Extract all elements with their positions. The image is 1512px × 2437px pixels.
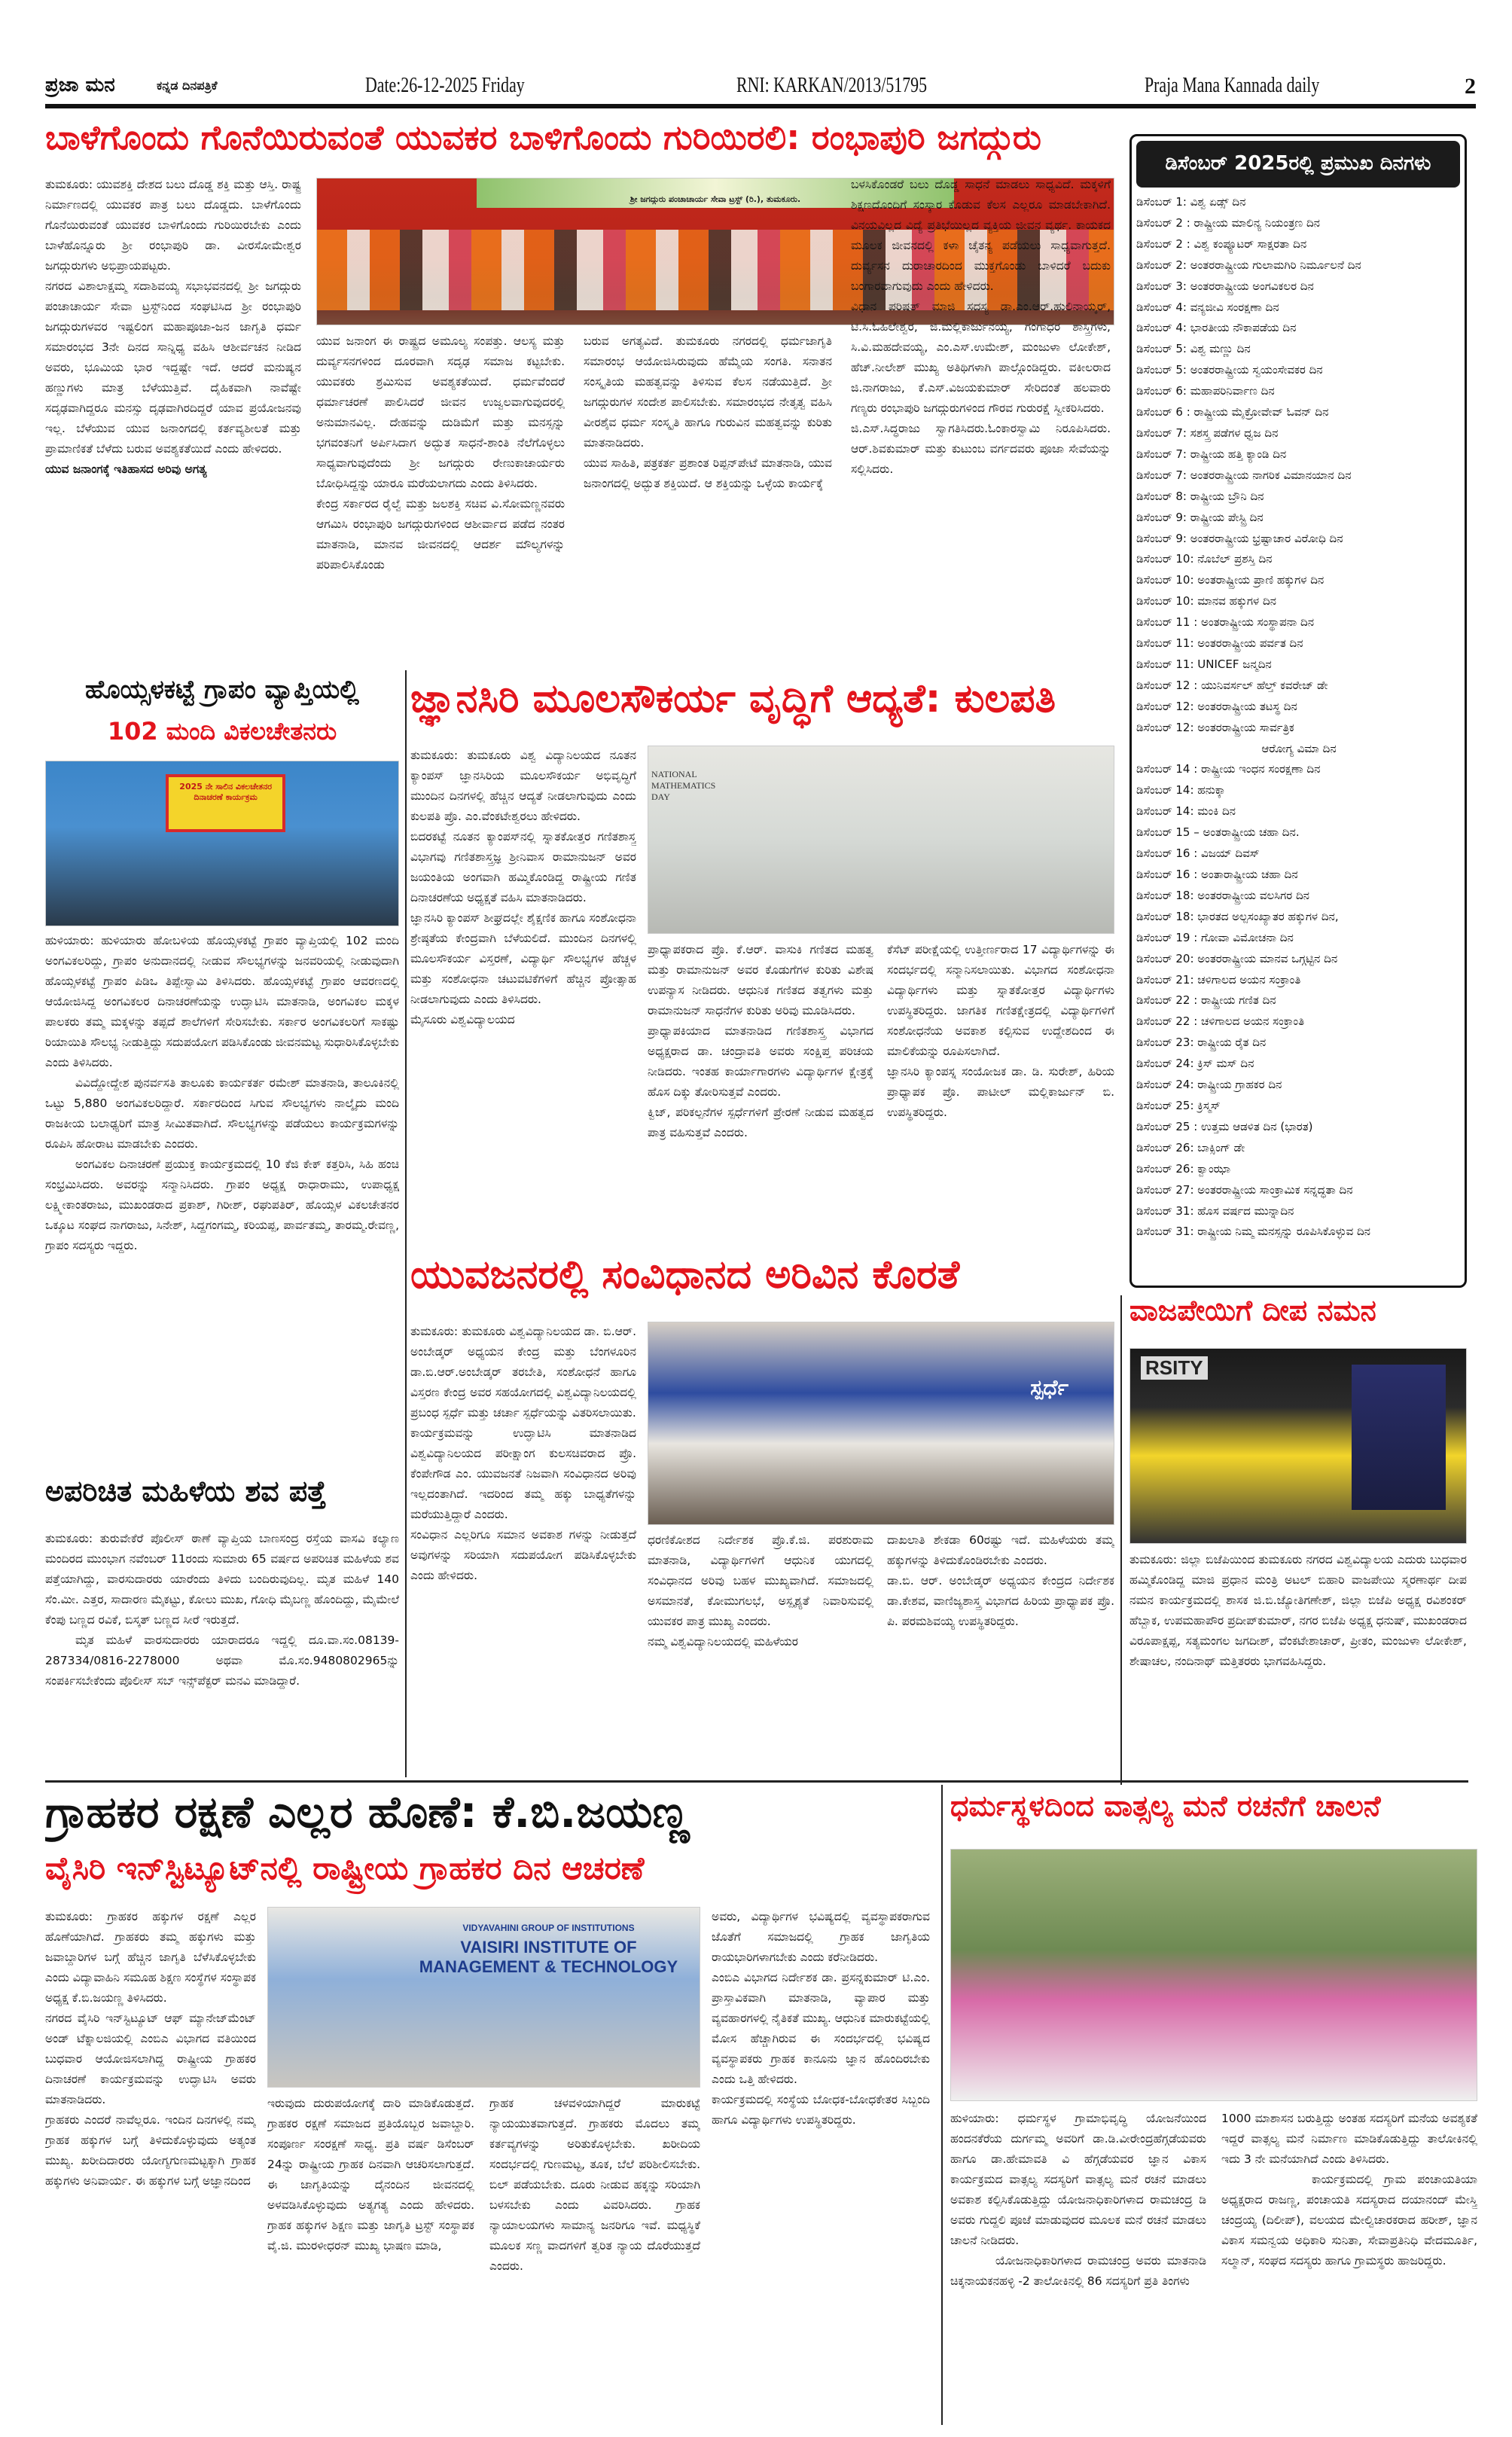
photo-banner: ಶ್ರೀ ಜಗದ್ಗುರು ಪಂಚಾಚಾರ್ಯ ಸೇವಾ ಟ್ರಸ್ಟ್ (ರಿ.), ತುಮಕೂರು. — [477, 178, 955, 208]
consumer-column-1 — [45, 1907, 256, 2426]
consumer-column-4 — [712, 1907, 930, 2426]
section-divider — [45, 1780, 1468, 1783]
december-day-item: ಡಿಸೆಂಬರ್ 22 : ಚಳಿಗಾಲದ ಅಯನ ಸಂಕ್ರಾಂತಿ — [1136, 1014, 1305, 1029]
december-day-item: ಡಿಸೆಂಬರ್ 10: ನೊಬೆಲ್ ಪ್ರಶಸ್ತಿ ದಿನ — [1136, 552, 1273, 566]
paragraph: ಗ್ರಾಹಕರು ಎಂದರೆ ನಾವೆಲ್ಲರೂ. ಇಂದಿನ ದಿನಗಳಲ್ಲಿ ನಮ್ಮ ಗ್ರಾಹಕ ಹಕ್ಕುಗಳ ಬಗ್ಗೆ ತಿಳಿದುಕೊಳ್ಳುವುದು ಅತ್ಯಂತ ಮುಖ್ಯ. ಖರೀದಿದಾರರು ಯೋಗ್ಯಗುಣಮಟ್ಟಕ್ಕಾಗಿ ಗ್ರಾಹಕ ಹಕ್ಕುಗಳು ಅನಿವಾರ್ಯ. ಈ ಹಕ್ಕುಗಳ ಬಗ್ಗೆ ಅಜ್ಞಾನದಿಂದ — [45, 2113, 256, 2188]
paragraph: ಗ್ರಾಹಕ ಚಳವಳಿಯಾಗಿದ್ದರೆ ಮಾರುಕಟ್ಟೆ ನ್ಯಾಯಯುತವಾಗುತ್ತದೆ. ಗ್ರಾಹಕರು ಮೊದಲು ತಮ್ಮ ಕರ್ತವ್ಯಗಳನ್ನು ಅರಿತುಕೊಳ್ಳಬೇಕು. ಖರೀದಿಯ ಸಂದರ್ಭದಲ್ಲಿ ಗುಣಮಟ್ಟ, ತೂಕ, ಬೆಲೆ ಪರಿಶೀಲಿಸಬೇಕು. ಬಿಲ್ ಪಡೆಯಬೇಕು. ದೂರು ನೀಡುವ ಹಕ್ಕನ್ನು ಸರಿಯಾಗಿ ಬಳಸಬೇಕು ಎಂದು ವಿವರಿಸಿದರು. ಗ್ರಾಹಕ ನ್ಯಾಯಾಲಯಗಳು ಸಾಮಾನ್ಯ ಜನರಿಗೂ ಇವೆ. ಮಧ್ಯಸ್ಥಿಕೆ ಮೂಲಕ ಸಣ್ಣ ವಾದಗಳಿಗೆ ತ್ವರಿತ ನ್ಯಾಯ ದೊರೆಯುತ್ತದೆ ಎಂದರು. — [489, 2097, 700, 2273]
top-article-column-1 — [45, 175, 301, 657]
jnanasiri-photo: NATIONAL MATHEMATICS DAY — [648, 746, 1114, 934]
december-days-title: ಡಿಸೆಂಬರ್ 2025ರಲ್ಲಿ ಪ್ರಮುಖ ದಿನಗಳು — [1136, 141, 1460, 188]
masthead — [45, 74, 1476, 108]
paragraph: ಯೋಜನಾಧಿಕಾರಿಗಳಾದ ರಾಮಚಂದ್ರ ಅವರು ಮಾತನಾಡಿ ಚಿಕ್ಕನಾಯಕನಹಳ್ಳಿ -2 ತಾಲೋಕಿನಲ್ಲಿ 86 ಸದಸ್ಯರಿಗೆ ಪ್ರತಿ ತಿಂಗಳು — [950, 2254, 1206, 2288]
paragraph: ತುಮಕೂರು: ತುಮಕೂರು ವಿಶ್ವವಿದ್ಯಾನಿಲಯದ ಡಾ. ಬಿ.ಆರ್. ಅಂಬೇಡ್ಕರ್ ಅಧ್ಯಯನ ಕೇಂದ್ರ ಮತ್ತು ಬೆಂಗಳೂರಿನ ಡಾ.ಬಿ.ಆರ್.ಅಂಬೇಡ್ಕರ್ ತರಬೇತಿ, ಸಂಶೋಧನೆ ಹಾಗೂ ವಿಸ್ತರಣ ಕೇಂದ್ರ ಅವರ ಸಹಯೋಗದಲ್ಲಿ ವಿಶ್ವವಿದ್ಯಾನಿಲಯದಲ್ಲಿ ಪ್ರಬಂಧ ಸ್ಪರ್ಧೆ ಮತ್ತು ಚರ್ಚಾ ಸ್ಪರ್ಧೆಯನ್ನು ವಿತರಿಸಲಾಯಿತು. — [410, 1325, 636, 1420]
top-article-column-4 — [851, 175, 1111, 657]
december-day-item: ಡಿಸೆಂಬರ್ 4: ಭಾರತೀಯ ನೌಕಾಪಡೆಯ ದಿನ — [1136, 321, 1297, 335]
paragraph: ಸಂವಿಧಾನ ಎಲ್ಲರಿಗೂ ಸಮಾನ ಅವಕಾಶ ಗಳನ್ನು ನೀಡುತ್ತದೆ ಅವುಗಳನ್ನು ಸರಿಯಾಗಿ ಸದುಪಯೋಗ ಪಡಿಸಿಕೊಳ್ಳಬೇಕು ಎಂದು ಹೇಳಿದರು. — [410, 1528, 636, 1582]
paragraph: ಅಂಗವಿಕಲ ದಿನಾಚರಣೆ ಪ್ರಯುಕ್ತ ಕಾರ್ಯಕ್ರಮದಲ್ಲಿ 10 ಕೆಜಿ ಕೇಕ್ ಕತ್ತರಿಸಿ, ಸಿಹಿ ಹಂಚಿ ಸಂಭ್ರಮಿಸಿದರು. ಅವರನ್ನು ಸನ್ಮಾನಿಸಿದರು. ಗ್ರಾಪಂ ಅಧ್ಯಕ್ಷ ರಾಧಾರಾಮು, ಉಪಾಧ್ಯಕ್ಷ ಲಕ್ಷ್ಮೀಕಾಂತರಾಜು, ಮುಖಂಡರಾದ ಪ್ರಕಾಶ್, ಗಿರೀಶ್, ರಘುಪತಿರ್, ಹೊಯ್ಸಳ ವಿಕಲಚೇತನರ ಒಕ್ಕೂಟ ಸಂಘದ ನಾಗರಾಜು, ಸಿನೇಶ್, ಸಿದ್ದಗಂಗಮ್ಮ, ಕರಿಯಪ್ಪ, ಪಾರ್ವತಮ್ಮ, ತಾರಮ್ಮ.ರೇವಣ್ಣ, ಗ್ರಾಪಂ ಸದಸ್ಯರು ಇದ್ದರು. — [45, 1157, 399, 1252]
december-day-item: ಡಿಸೆಂಬರ್ 19 : ಗೋವಾ ವಿಮೋಚನಾ ದಿನ — [1136, 930, 1294, 944]
december-day-item: ಡಿಸೆಂಬರ್ 21: ಚಳಿಗಾಲದ ಅಯನ ಸಂಕ್ರಾಂತಿ — [1136, 972, 1301, 987]
constitution-headline: ಯುವಜನರಲ್ಲಿ ಸಂವಿಧಾನದ ಅರಿವಿನ ಕೊರತೆ — [410, 1254, 960, 1298]
december-day-item: ಡಿಸೆಂಬರ್ 6: ಮಹಾಪರಿನಿರ್ವಾಣ ದಿನ — [1136, 384, 1275, 398]
paragraph: ಕ್ವಿಜ್, ಪರಿಕಲ್ಪನೆಗಳ ಸ್ಪರ್ಧೆಗಳಿಗೆ ಪ್ರೇರಣೆ ನೀಡುವ ಮಹತ್ವದ ಪಾತ್ರ ವಹಿಸುತ್ತವೆ ಎಂದರು. — [648, 1106, 873, 1139]
december-day-item: ಡಿಸೆಂಬರ್ 14 : ರಾಷ್ಟ್ರೀಯ ಇಂಧನ ಸಂರಕ್ಷಣಾ ದಿನ — [1136, 762, 1321, 776]
photo-institute-sign: VIDYAVAHINI GROUP OF INSTITUTIONS VAISIRI INSTITUTE OF MANAGEMENT & TECHNOLOGY — [419, 1923, 678, 1977]
top-article-column-3 — [584, 331, 832, 655]
december-day-item: ಡಿಸೆಂಬರ್ 16 : ಅಂತಾರಾಷ್ಟ್ರೀಯ ಚಹಾ ದಿನ — [1136, 868, 1298, 881]
newspaper-subtitle: ಕನ್ನಡ ದಿನಪತ್ರಿಕೆ — [157, 78, 218, 93]
december-day-item: ಡಿಸೆಂಬರ್ 14: ಹನುಕ್ಕಾ — [1136, 783, 1226, 798]
december-day-item: ಡಿಸೆಂಬರ್ 10: ಅಂತರಾಷ್ಟ್ರೀಯ ಪ್ರಾಣಿ ಹಕ್ಕುಗಳ ದಿನ — [1136, 573, 1325, 587]
paragraph: ಜ್ಞಾನಸಿರಿ ಕ್ಯಾಂಪಸ್ ಶೀಘ್ರದಲ್ಲೇ ಶೈಕ್ಷಣಿಕ ಹಾಗೂ ಸಂಶೋಧನಾ ಶ್ರೇಷ್ಠತೆಯ ಕೇಂದ್ರವಾಗಿ ಬೆಳೆಯಲಿದೆ. ಮುಂದಿನ ದಿನಗಳಲ್ಲಿ ಮೂಲಸೌಕರ್ಯ ವಿಸ್ತರಣೆ, ವಿದ್ಯಾರ್ಥಿ ಸೌಲಭ್ಯಗಳ ಹೆಚ್ಚಳ ಮತ್ತು ಸಂಶೋಧನಾ ಚಟುವಟಿಕೆಗಳಿಗೆ ಹೆಚ್ಚಿನ ಪ್ರೋತ್ಸಾಹ ನೀಡಲಾಗುವುದು ಎಂದು ತಿಳಿಸಿದರು. — [410, 911, 636, 1006]
december-day-item: ಡಿಸೆಂಬರ್ 7: ರಾಷ್ಟ್ರೀಯ ಹತ್ತಿ ಕ್ಯಾಂಡಿ ದಿನ — [1136, 447, 1287, 461]
december-day-item: ಡಿಸೆಂಬರ್ 25: ಕ್ರಿಸ್ಮಸ್ — [1136, 1098, 1221, 1112]
december-day-item: ಡಿಸೆಂಬರ್ 20: ಅಂತರರಾಷ್ಟ್ರೀಯ ಮಾನವ ಒಗ್ಗಟ್ಟಿನ ದಿನ — [1136, 951, 1338, 965]
december-day-item: ಡಿಸೆಂಬರ್ 10: ಮಾನವ ಹಕ್ಕುಗಳ ದಿನ — [1136, 594, 1276, 608]
top-article-column-2 — [316, 331, 565, 655]
december-day-item: ಡಿಸೆಂಬರ್ 8: ರಾಷ್ಟ್ರೀಯ ಬ್ರೌನಿ ದಿನ — [1136, 489, 1264, 503]
consumer-subheadline: ವೈಸಿರಿ ಇನ್‌ಸ್ಟಿಟ್ಯೂಟ್‌ನಲ್ಲಿ ರಾಷ್ಟ್ರೀಯ ಗ್ರಾಹಕರ ದಿನ ಆಚರಣೆ — [45, 1851, 645, 1886]
hoysalakatte-photo — [45, 761, 399, 926]
photo-sign: 2025 ನೇ ಸಾಲಿನ ವಿಕಲಚೇತನರ ದಿನಾಚರಣೆ ಕಾರ್ಯಕ್ರಮ — [166, 774, 285, 831]
jnanasiri-column-3 — [887, 940, 1114, 1241]
jnanasiri-column-1 — [410, 746, 636, 1239]
december-day-item: ಡಿಸೆಂಬರ್ 16 : ವಿಜಯ್ ದಿವಸ್ — [1136, 846, 1260, 861]
paragraph: ನಮ್ಮ ವಿಶ್ವವಿದ್ಯಾನಿಲಯದಲ್ಲಿ ಮಹಿಳೆಯರ — [648, 1635, 798, 1649]
consumer-column-2 — [267, 2094, 474, 2425]
december-day-item: ಡಿಸೆಂಬರ್ 11: UNICEF ಜನ್ಮದಿನ — [1136, 657, 1272, 671]
unknown-woman-body — [45, 1529, 399, 1777]
december-day-item: ಡಿಸೆಂಬರ್ 11 : ಅಂತರಾಷ್ಟ್ರೀಯ ಸಂಸ್ಥಾಪನಾ ದಿನ — [1136, 615, 1315, 630]
paragraph: ತುಮಕೂರು: ತುರುವೇಕೆರೆ ಪೊಲೀಸ್ ಠಾಣೆ ವ್ಯಾಪ್ತಿಯ ಬಾಣಸಂದ್ರ ರಸ್ತೆಯ ವಾಸವಿ ಕಲ್ಯಾಣ ಮಂದಿರದ ಮುಂಭಾಗ ನವೆಂಬರ್ 11ರಂದು ಸುಮಾರು 65 ವರ್ಷದ ಅಪರಿಚಿತ ಮಹಿಳೆಯ ಶವ ಪತ್ತೆಯಾಗಿದ್ದು, ವಾರಸುದಾರರು ಯಾರೆಂದು ತಿಳಿದು ಬಂದಿರುವುದಿಲ್ಲ. ಮೃತ ಮಹಿಳೆ 140 ಸೆಂ.ಮೀ. ಎತ್ತರ, ಸಾದಾರಣ ಮೈಕಟ್ಟು, ಕೋಲು ಮುಖ, ಗೋಧಿ ಮೈಬಣ್ಣ ಹೊಂದಿದ್ದು, ಮೈಮೇಲೆ ಕೆಂಪು ಬಣ್ಣದ ರವಿಕೆ, ಬಿಸ್ಕತ್ ಬಣ್ಣದ ಸೀರೆ ಇರುತ್ತದೆ. — [45, 1532, 399, 1627]
december-day-item: ಡಿಸೆಂಬರ್ 4: ವನ್ಯಜೀವಿ ಸಂರಕ್ಷಣಾ ದಿನ — [1136, 300, 1279, 314]
page-number: 2 — [1465, 74, 1476, 99]
column-divider — [1120, 1295, 1122, 1785]
vajpayee-body — [1129, 1550, 1467, 1776]
december-day-item: ಡಿಸೆಂಬರ್ 2 : ವಿಶ್ವ ಕಂಪ್ಯೂಟರ್ ಸಾಕ್ಷರತಾ ದಿನ — [1136, 236, 1307, 251]
december-day-item: ಡಿಸೆಂಬರ್ 31: ರಾಷ್ಟ್ರೀಯ ನಿಮ್ಮ ಮನಸ್ಸನ್ನು ರೂಪಿಸಿಕೊಳ್ಳುವ ದಿನ — [1136, 1225, 1371, 1239]
december-day-item: ಡಿಸೆಂಬರ್ 7: ಅಂತರರಾಷ್ಟ್ರೀಯ ನಾಗರಿಕ ವಿಮಾನಯಾನ ದಿನ — [1136, 468, 1352, 482]
paragraph: ಕಾರ್ಯಕ್ರಮವನ್ನು ಉದ್ಘಾಟಿಸಿ ಮಾತನಾಡಿದ ವಿಶ್ವವಿದ್ಯಾನಿಲಯದ ಪರೀಕ್ಷಾಂಗ ಕುಲಸಚಿವರಾದ ಪ್ರೊ. ಕೆಂಪೇಗೌಡ ಎಂ. ಯುವಜನತೆ ನಿಜವಾಗಿ ಸಂವಿಧಾನದ ಅರಿವು ಇಲ್ಲದಂತಾಗಿದೆ. ಇದರಿಂದ ತಮ್ಮ ಹಕ್ಕು ಬಾಧ್ಯತೆಗಳನ್ನು ಮರೆಯುತ್ತಿದ್ದಾರೆ ಎಂದರು. — [410, 1426, 636, 1521]
top-article-headline: ಬಾಳೆಗೊಂದು ಗೊನೆಯಿರುವಂತೆ ಯುವಕರ ಬಾಳಿಗೊಂದು ಗುರಿಯಿರಲಿ: ರಂಭಾಪುರಿ ಜಗದ್ಗುರು — [45, 119, 1041, 157]
december-day-item: ಡಿಸೆಂಬರ್ 7: ಸಶಸ್ತ್ರ ಪಡೆಗಳ ಧ್ವಜ ದಿನ — [1136, 425, 1279, 440]
december-day-item: ಡಿಸೆಂಬರ್ 23: ರಾಷ್ಟ್ರೀಯ ರೈತ ದಿನ — [1136, 1035, 1267, 1050]
dharmasthala-column-2 — [1221, 2109, 1477, 2425]
december-day-item: ಡಿಸೆಂಬರ್ 5: ವಿಶ್ವ ಮಣ್ಣು ದಿನ — [1136, 342, 1251, 356]
dharmasthala-headline: ಧರ್ಮಸ್ಥಳದಿಂದ ವಾತ್ಸಲ್ಯ ಮನೆ ರಚನೆಗೆ ಚಾಲನೆ — [950, 1791, 1381, 1822]
december-days-list — [1136, 192, 1462, 1281]
hoysalakatte-subheadline: 102 ಮಂದಿ ವಿಕಲಚೇತನರು — [107, 718, 337, 746]
column-divider — [941, 1785, 943, 2425]
december-day-item: ಡಿಸೆಂಬರ್ 25 : ಉತ್ತಮ ಆಡಳಿತ ದಿನ (ಭಾರತ) — [1136, 1119, 1313, 1133]
column-divider — [405, 670, 407, 1777]
constitution-column-2 — [887, 1530, 1114, 1775]
jnanasiri-column-2 — [648, 940, 873, 1241]
paragraph: ಕೆಸೆಟ್ ಪರೀಕ್ಷೆಯಲ್ಲಿ ಉತ್ತೀರ್ಣರಾದ 17 ವಿದ್ಯಾರ್ಥಿಗಳನ್ನು ಈ ಸಂದರ್ಭದಲ್ಲಿ ಸನ್ಮಾನಿಸಲಾಯಿತು. ವಿಭಾಗದ ಸಂಶೋಧನಾ ವಿದ್ಯಾರ್ಥಿಗಳು ಮತ್ತು ಸ್ನಾತಕೋತ್ತರ ವಿದ್ಯಾರ್ಥಿಗಳು ಉಪಸ್ಥಿತರಿದ್ದರು. ಜಾಗತಿಕ ಗಣಿತಕ್ಷೇತ್ರದಲ್ಲಿ ವಿದ್ಯಾರ್ಥಿಗಳಿಗೆ ಸಂಶೋಧನೆಯ ಅವಕಾಶ ಕಲ್ಪಿಸುವ ಉದ್ದೇಶದಿಂದ ಈ ಮಾಲಿಕೆಯನ್ನು ರೂಪಿಸಲಾಗಿದೆ. — [887, 943, 1114, 1058]
paragraph: ಜಿ.ಎಸ್.ಸಿದ್ಧರಾಜು ಸ್ವಾಗತಿಸಿದರು.ಓಂಕಾರಸ್ವಾಮಿ ನಿರೂಪಿಸಿದರು. ಆರ್.ಶಿವಕುಮಾರ್ ಮತ್ತು ಕುಟುಂಬ ವರ್ಗದವರು ಪೂಜಾ ಸೇವೆಯನ್ನು ಸಲ್ಲಿಸಿದರು. — [851, 422, 1111, 476]
december-day-item: ಡಿಸೆಂಬರ್ 9: ಅಂತರರಾಷ್ಟ್ರೀಯ ಭ್ರಷ್ಟಾಚಾರ ವಿರೋಧಿ ದಿನ — [1136, 531, 1343, 545]
issue-date: Date:26-12-2025 Friday — [365, 74, 525, 97]
dharmasthala-photo — [950, 1849, 1477, 2101]
december-day-item: ಡಿಸೆಂಬರ್ 14: ಮಂಕಿ ದಿನ — [1136, 804, 1236, 819]
paragraph: ಅವರು, ವಿದ್ಯಾರ್ಥಿಗಳ ಭವಿಷ್ಯದಲ್ಲಿ ವ್ಯವಸ್ಥಾಪಕರಾಗುವ ಜೊತೆಗೆ ಸಮಾಜದಲ್ಲಿ ಗ್ರಾಹಕ ಜಾಗೃತಿಯ ರಾಯಭಾರಿಗಳಾಗಬೇಕು ಎಂದು ಕರೆನೀಡಿದರು. — [712, 1910, 930, 1964]
constitution-photo: ಸ್ಪರ್ಧೆ — [648, 1322, 1114, 1525]
paragraph: ತುಮಕೂರು: ಜಿಲ್ಲಾ ಬಿಜೆಪಿಯಿಂದ ತುಮಕೂರು ನಗರದ ವಿಶ್ವವಿದ್ಯಾಲಯ ಎದುರು ಬುಧವಾರ ಹಮ್ಮಿಕೊಂಡಿದ್ದ ಮಾಜಿ ಪ್ರಧಾನ ಮಂತ್ರಿ ಅಟಲ್ ಬಿಹಾರಿ ವಾಜಪೇಯಿ ಸ್ಮರಣಾರ್ಥ ದೀಪ ನಮನ ಕಾರ್ಯಕ್ರಮದಲ್ಲಿ ಶಾಸಕ ಜಿ.ಬಿ.ಜ್ಯೋತಿಗಣೇಶ್, ಜಿಲ್ಲಾ ಬಿಜೆಪಿ ಅಧ್ಯಕ್ಷ ರವಿಶಂಕರ್ ಹೆಬ್ಬಾಕ, ಉಪಮಹಾಪೌರ ಪ್ರದೀಪ್‌ಕುಮಾರ್, ನಗರ ಬಿಜೆಪಿ ಅಧ್ಯಕ್ಷ ಧನುಷ್, ಮುಖಂಡರಾದ ವಿರೂಪಾಕ್ಷಪ್ಪ, ಸತ್ಯಮಂಗಲ ಜಗದೀಶ್, ವೆಂಕಟೇಶಾಚಾರ್, ಪ್ರೀತಂ, ಮಂಜುಳಾ ಲೋಕೇಶ್, ಶೇಷಾಚಲ, ನಂದಿನಾಥ್ ಮತ್ತಿತರರು ಭಾಗವಹಿಸಿದ್ದರು. — [1129, 1553, 1467, 1668]
december-day-item: ಡಿಸೆಂಬರ್ 31: ಹೊಸ ವರ್ಷದ ಮುನ್ನಾದಿನ — [1136, 1203, 1294, 1218]
december-day-item: ಡಿಸೆಂಬರ್ 2: ಅಂತರರಾಷ್ಟ್ರೀಯ ಗುಲಾಮಗಿರಿ ನಿರ್ಮೂಲನೆ ದಿನ — [1136, 258, 1361, 272]
paragraph: ನಗರದ ವೈಸಿರಿ ಇನ್‌ಸ್ಟಿಟ್ಯೂಟ್ ಆಫ್ ಮ್ಯಾನೇಜ್‌ಮೆಂಟ್ ಅಂಡ್ ಟೆಕ್ನಾಲಜಿಯಲ್ಲಿ ಎಂಬಿಎ ವಿಭಾಗದ ವತಿಯಿಂದ ಬುಧವಾರ ಆಯೋಜಿಸಲಾಗಿದ್ದ ರಾಷ್ಟ್ರೀಯ ಗ್ರಾಹಕರ ದಿನಾಚರಣೆ ಕಾರ್ಯಕ್ರಮವನ್ನು ಉದ್ಘಾಟಿಸಿ ಅವರು ಮಾತನಾಡಿದರು. — [45, 2012, 256, 2106]
december-days-box — [1129, 134, 1467, 1288]
paragraph: ಪ್ರಾಧ್ಯಾಪಕರಾದ ಪ್ರೊ. ಕೆ.ಆರ್. ವಾಸುಕಿ ಗಣಿತದ ಮಹತ್ವ ಮತ್ತು ರಾಮಾನುಜನ್ ಅವರ ಕೊಡುಗೆಗಳ ಕುರಿತು ವಿಶೇಷ ಉಪನ್ಯಾಸ ನೀಡಿದರು. ಆಧುನಿಕ ಗಣಿತದ ತತ್ವಗಳು ಮತ್ತು ರಾಮಾನುಜನ್ ಸಾಧನೆಗಳ ಕುರಿತು ಅರಿವು ಮೂಡಿಸಿದರು. — [648, 943, 873, 1017]
paragraph: ಯುವ ಜನಾಂಗ ಈ ರಾಷ್ಟ್ರದ ಅಮೂಲ್ಯ ಸಂಪತ್ತು. ಆಲಸ್ಯ ಮತ್ತು ದುರ್ವ್ಯಸನಗಳಿಂದ ದೂರವಾಗಿ ಸದೃಢ ಸಮಾಜ ಕಟ್ಟಬೇಕು. ಯುವಕರು ಶ್ರಮಿಸುವ ಅವಶ್ಯಕತೆಯಿದೆ. ಧರ್ಮವೆಂದರೆ ಧರ್ಮಾಚರಣೆ ಪಾಲಿಸಿದರೆ ಜೀವನ ಉಜ್ವಲವಾಗುವುದರಲ್ಲಿ ಅನುಮಾನವಿಲ್ಲ. ದೇಹವನ್ನು ದುಡಿಮೆಗೆ ಮತ್ತು ಮನಸ್ಸನ್ನು ಭಗವಂತನಿಗೆ ಅರ್ಪಿಸಿದಾಗ ಅದ್ಭುತ ಸಾಧನೆ-ಶಾಂತಿ ನೆಲೆಗೊಳ್ಳಲು ಸಾಧ್ಯವಾಗುವುದೆಂದು ಶ್ರೀ ಜಗದ್ಗುರು ರೇಣುಕಾಚಾರ್ಯರು ಬೋಧಿಸಿದ್ದನ್ನು ಯಾರೂ ಮರೆಯಲಾಗದು ಎಂದು ತಿಳಿಸಿದರು. — [316, 334, 565, 490]
paragraph: ಮೃತ ಮಹಿಳೆ ವಾರಸುದಾರರು ಯಾರಾದರೂ ಇದ್ದಲ್ಲಿ ದೂ.ವಾ.ಸಂ.08139-287334/0816-2278000 ಅಥವಾ ಮೊ.ಸಂ.9480802965ನ್ನು ಸಂಪರ್ಕಿಸಬೇಕೆಂದು ಪೊಲೀಸ್ ಸಬ್ ಇನ್ಸ್‌ಪೆಕ್ಟರ್ ಮನವಿ ಮಾಡಿದ್ದಾರೆ. — [45, 1633, 399, 1688]
december-day-item: ಡಿಸೆಂಬರ್ 3: ಅಂತರರಾಷ್ಟ್ರೀಯ ಅಂಗವಿಕಲರ ದಿನ — [1136, 279, 1314, 293]
paragraph: ಡಾ.ಬಿ. ಆರ್. ಅಂಬೇಡ್ಕರ್ ಅಧ್ಯಯನ ಕೇಂದ್ರದ ನಿರ್ದೇಶಕ ಡಾ.ಕೇಶವ, ವಾಣಿಜ್ಯಶಾಸ್ತ್ರ ವಿಭಾಗದ ಹಿರಿಯ ಪ್ರಾಧ್ಯಾಪಕ ಪ್ರೊ. ಪಿ. ಪರಮಶಿವಯ್ಯ ಉಪಸ್ಥಿತರಿದ್ದರು. — [887, 1574, 1114, 1628]
paragraph: ಹುಳಿಯಾರು: ಹುಳಿಯಾರು ಹೋಬಳಿಯ ಹೊಯ್ಸಳಕಟ್ಟೆ ಗ್ರಾಪಂ ವ್ಯಾಪ್ತಿಯಲ್ಲಿ 102 ಮಂದಿ ಅಂಗವಿಕಲರಿದ್ದು, ಗ್ರಾಪಂ ಅನುದಾನದಲ್ಲಿ ನೀಡುವ ಸೌಲಭ್ಯಗಳನ್ನು ಜನವರಿಯಲ್ಲಿ ನೀಡುವುದಾಗಿ ಹೊಯ್ಸಳಕಟ್ಟೆ ಗ್ರಾಪಂ ಪಿಡಿಒ ತಿಪ್ಪೇಸ್ವಾಮಿ ತಿಳಿಸಿದರು. ಹೊಯ್ಸಳಕಟ್ಟೆ ಗ್ರಾಪಂ ಆವರಣದಲ್ಲಿ ಆಯೋಜಿಸಿದ್ದ ಅಂಗವಿಕಲರ ದಿನಾಚರಣೆಯನ್ನು ಉದ್ಘಾಟಿಸಿ ಮಾತನಾಡಿ, ಅಂಗವಿಕಲ ಮಕ್ಕಳ ಪಾಲಕರು ತಮ್ಮ ಮಕ್ಕಳನ್ನು ತಪ್ಪದೆ ಶಾಲೆಗಳಿಗೆ ಸೇರಿಸಬೇಕು. ಸರ್ಕಾರ ಅಂಗವಿಕಲರಿಗೆ ಸಾಕಷ್ಟು ರಿಯಾಯಿತಿ ಸೌಲಭ್ಯ ನೀಡುತ್ತಿದ್ದು ಸದುಪಯೋಗ ಪಡಿಸಿಕೊಂಡು ಜೀವನಮಟ್ಟ ಸುಧಾರಿಸಿಕೊಳ್ಳಬೇಕು ಎಂದು ತಿಳಿಸಿದರು. — [45, 934, 399, 1069]
paragraph: ವಿಧಾನ ಪರಿಷತ್ ಮಾಜಿ ಸದಸ್ಯ ಡಾ.ಎಂ.ಆರ್.ಹುಲಿನಾಯ್ಕರ್, ಟಿ.ಸಿ.ಓಹಿಲೇಶ್ವರ, ಜಿ.ಮಲ್ಲಿಕಾರ್ಜುನಯ್ಯ, ಗಂಗಾಧರ ಶಾಸ್ತ್ರಿಗಳು, ಸಿ.ವಿ.ಮಹದೇವಯ್ಯ, ಎಂ.ಎಸ್.ಉಮೇಶ್, ಮಂಜುಳಾ ಲೋಕೇಶ್, ಹೆಚ್.ನೀಲೇಶ್ ಮುಖ್ಯ ಅತಿಥಿಗಳಾಗಿ ಪಾಲ್ಗೊಂಡಿದ್ದರು. ವಕೀಲರಾದ ಜಿ.ನಾಗರಾಜು, ಕೆ.ಎಸ್.ವಿಜಯಕುಮಾರ್ ಸೇರಿದಂತೆ ಹಲವಾರು ಗಣ್ಯರು ರಂಭಾಪುರಿ ಜಗದ್ಗುರುಗಳಿಂದ ಗೌರವ ಗುರುರಕ್ಷೆ ಸ್ವೀಕರಿಸಿದರು. — [851, 300, 1111, 415]
december-day-item: ಡಿಸೆಂಬರ್ 9: ರಾಷ್ಟ್ರೀಯ ಪೇಸ್ಟ್ರಿ ದಿನ — [1136, 510, 1264, 524]
paragraph: 1000 ಮಾಶಾಸನ ಬರುತ್ತಿದ್ದು ಅಂತಹ ಸದಸ್ಯರಿಗೆ ಮನೆಯ ಅವಶ್ಯಕತೆ ಇದ್ದರೆ ವಾತ್ಸಲ್ಯ ಮನೆ ನಿರ್ಮಾಣ ಮಾಡಿಕೊಡುತ್ತಿದ್ದು ತಾಲೋಕಿನಲ್ಲಿ ಇದು 3 ನೇ ಮನೆಯಾಗಿದೆ ಎಂದು ತಿಳಿಸಿದರು. — [1221, 2112, 1477, 2166]
jnanasiri-headline: ಜ್ಞಾನಸಿರಿ ಮೂಲಸೌಕರ್ಯ ವೃದ್ಧಿಗೆ ಆದ್ಯತೆ: ಕುಲಪತಿ — [410, 678, 1056, 721]
paragraph: ಕೇಂದ್ರ ಸರ್ಕಾರದ ರೈಲ್ವೆ ಮತ್ತು ಜಲಶಕ್ತಿ ಸಚಿವ ವಿ.ಸೋಮಣ್ಣನವರು ಆಗಮಿಸಿ ರಂಭಾಪುರಿ ಜಗದ್ಗುರುಗಳಿಂದ ಆಶೀರ್ವಾದ ಪಡೆದ ನಂತರ ಮಾತನಾಡಿ, ಮಾನವ ಜೀವನದಲ್ಲಿ ಆದರ್ಶ ಮೌಲ್ಯಗಳನ್ನು ಪರಿಪಾಲಿಸಿಕೊಂಡು — [316, 497, 565, 572]
paragraph: ಯುವ ಸಾಹಿತಿ, ಪತ್ರಕರ್ತ ಪ್ರಶಾಂತ ರಿಪ್ಪನ್‌ಪೇಟೆ ಮಾತನಾಡಿ, ಯುವ ಜನಾಂಗದಲ್ಲಿ ಅದ್ಭುತ ಶಕ್ತಿಯಿದೆ. ಆ ಶಕ್ತಿಯನ್ನು ಒಳ್ಳೆಯ ಕಾರ್ಯಕ್ಕೆ — [584, 456, 832, 490]
december-day-item: ಡಿಸೆಂಬರ್ 24: ಕ್ರಿಸ್ ಮಸ್ ದಿನ — [1136, 1057, 1254, 1071]
december-day-item: ಡಿಸೆಂಬರ್ 1: ವಿಶ್ವ ಏಡ್ಸ್ ದಿನ — [1136, 195, 1246, 209]
paragraph: ಬಳಸಿಕೊಂಡರೆ ಬಲು ದೊಡ್ಡ ಸಾಧನೆ ಮಾಡಲು ಸಾಧ್ಯವಿದೆ. ಮಕ್ಕಳಿಗೆ ಶಿಕ್ಷಣದೊಂದಿಗೆ ಸಂಸ್ಕಾರ ಕೊಡುವ ಕೆಲಸ ಎಲ್ಲರೂ ಮಾಡಬೇಕಾಗಿದೆ. ವಿನಯವಿಲ್ಲದ ವಿದ್ಯೆ ಪ್ರತಿಭೆಯಿಲ್ಲದ ವ್ಯಕ್ತಿಯ ಜೀವನ ವ್ಯರ್ಥ. ಕಾಯಕದ ಮೂಲಕ ಜೀವನದಲ್ಲಿ ಕಳಾ ಚೈತನ್ಯ ಪಡೆಯಲು ಸಾಧ್ಯವಾಗುತ್ತದೆ. ದುರ್ವ್ಯಸನ ದುರಾಚಾರದಿಂದ ಮುಕ್ತಗೊಂಡು ಬಾಳಿದರೆ ಬದುಕು ಬಂಗಾರವಾಗುವುದು ಎಂದು ಹೇಳಿದರು. — [851, 178, 1111, 293]
paragraph: ತುಮಕೂರು: ಗ್ರಾಹಕರ ಹಕ್ಕುಗಳ ರಕ್ಷಣೆ ಎಲ್ಲರ ಹೊಣೆಯಾಗಿದೆ. ಗ್ರಾಹಕರು ತಮ್ಮ ಹಕ್ಕುಗಳು ಮತ್ತು ಜವಾಬ್ದಾರಿಗಳ ಬಗ್ಗೆ ಹೆಚ್ಚಿನ ಜಾಗೃತಿ ಬೆಳೆಸಿಕೊಳ್ಳಬೇಕು ಎಂದು ವಿದ್ಯಾವಾಹಿನಿ ಸಮೂಹ ಶಿಕ್ಷಣ ಸಂಸ್ಥೆಗಳ ಸಂಸ್ಥಾಪಕ ಅಧ್ಯಕ್ಷ ಕೆ.ಬಿ.ಜಯಣ್ಣ ತಿಳಿಸಿದರು. — [45, 1910, 256, 2005]
paragraph: ತುಮಕೂರು: ತುಮಕೂರು ವಿಶ್ವ ವಿದ್ಯಾನಿಲಯದ ನೂತನ ಕ್ಯಾಂಪಸ್ ಜ್ಞಾನಸಿರಿಯ ಮೂಲಸೌಕರ್ಯ ಅಭಿವೃದ್ಧಿಗೆ ಮುಂದಿನ ದಿನಗಳಲ್ಲಿ ಹೆಚ್ಚಿನ ಆದ್ಯತೆ ನೀಡಲಾಗುವುದು ಎಂದು ಕುಲಪತಿ ಪ್ರೊ. ಎಂ.ವೆಂಕಟೇಶ್ವರಲು ಹೇಳಿದರು. — [410, 749, 636, 823]
consumer-column-3 — [489, 2094, 700, 2425]
paragraph: ಜ್ಞಾನಸಿರಿ ಕ್ಯಾಂಪಸ್ನ ಸಂಯೋಜಕ ಡಾ. ಡಿ. ಸುರೇಶ್, ಹಿರಿಯ ಪ್ರಾಧ್ಯಾಪಕ ಪ್ರೊ. ಪಾಟೀಲ್ ಮಲ್ಲಿಕಾರ್ಜುನ್ ಬಿ. ಉಪಸ್ಥಿತರಿದ್ದರು. — [887, 1065, 1114, 1119]
hoysalakatte-body — [45, 931, 399, 1473]
vajpayee-photo: RSITY — [1129, 1348, 1467, 1544]
paragraph: ನಗರದ ವಿಶಾಲಾಕ್ಷಮ್ಮ ಸದಾಶಿವಯ್ಯ ಸಭಾಭವನದಲ್ಲಿ ಶ್ರೀ ಜಗದ್ಗುರು ಪಂಚಾಚಾರ್ಯ ಸೇವಾ ಟ್ರಸ್ಟ್‌ನಿಂದ ಸಂಘಟಿಸಿದ ಶ್ರೀ ರಂಭಾಪುರಿ ಜಗದ್ಗುರುಗಳವರ ಇಷ್ಟಲಿಂಗ ಮಹಾಪೂಜಾ-ಜನ ಜಾಗೃತಿ ಧರ್ಮ ಸಮಾರಂಭದ 3ನೇ ದಿನದ ಸಾನ್ನಿಧ್ಯ ವಹಿಸಿ ಆಶೀರ್ವಚನ ನೀಡಿದ ಅವರು, ಭೂಮಿಯ ಭಾರ ಇದ್ದಷ್ಟೇ ಇದೆ. ಆದರೆ ಮನುಷ್ಯನ ಹಣ್ಣುಗಳು ಮಾತ್ರ ಬೆಳೆಯುತ್ತಿವೆ. ದೈಹಿಕವಾಗಿ ನಾವೆಷ್ಟೇ ಸದೃಢವಾಗಿದ್ದರೂ ಮನಸ್ಸು ದೃಢವಾಗಿರದಿದ್ದರೆ ಯಾವ ಪ್ರಯೋಜನವು ಇಲ್ಲ. ಬೆಳೆಯುವ ಯುವ ಜನಾಂಗದಲ್ಲಿ ಕರ್ತವ್ಯಶೀಲತೆ ಮತ್ತು ಪ್ರಾಮಾಣಿಕತೆ ಬೆಳೆದು ಬರುವ ಅವಶ್ಯಕತೆಯಿದೆ ಎಂದು ಹೇಳಿದರು. — [45, 279, 301, 456]
consumer-headline: ಗ್ರಾಹಕರ ರಕ್ಷಣೆ ಎಲ್ಲರ ಹೊಣೆ: ಕೆ.ಬಿ.ಜಯಣ್ಣ — [45, 1789, 690, 1838]
constitution-column-mid — [648, 1530, 873, 1775]
december-day-item: ಡಿಸೆಂಬರ್ 2 : ರಾಷ್ಟ್ರೀಯ ಮಾಲಿನ್ಯ ನಿಯಂತ್ರಣ ದಿನ — [1136, 215, 1320, 230]
newspaper-logo: ಪ್ರಜಾ ಮನ — [45, 74, 115, 96]
paragraph: ಮೈಸೂರು ವಿಶ್ವವಿದ್ಯಾಲಯದ — [410, 1013, 515, 1026]
paragraph: ಇರುವುದು ದುರುಪಯೋಗಕ್ಕೆ ದಾರಿ ಮಾಡಿಕೊಡುತ್ತದೆ. ಗ್ರಾಹಕರ ರಕ್ಷಣೆ ಸಮಾಜದ ಪ್ರತಿಯೊಬ್ಬರ ಜವಾಬ್ದಾರಿ. ಸಂಪೂರ್ಣ ಸಂರಕ್ಷಣೆ ಸಾಧ್ಯ. ಪ್ರತಿ ವರ್ಷ ಡಿಸೆಂಬರ್ 24ನ್ನು ರಾಷ್ಟ್ರೀಯ ಗ್ರಾಹಕ ದಿನವಾಗಿ ಆಚರಿಸಲಾಗುತ್ತದೆ. ಈ ಜಾಗೃತಿಯನ್ನು ದೈನಂದಿನ ಜೀವನದಲ್ಲಿ ಅಳವಡಿಸಿಕೊಳ್ಳುವುದು ಅತ್ಯಗತ್ಯ ಎಂದು ಹೇಳಿದರು. ಗ್ರಾಹಕ ಹಕ್ಕುಗಳ ಶಿಕ್ಷಣ ಮತ್ತು ಜಾಗೃತಿ ಟ್ರಸ್ಟ್ ಸಂಸ್ಥಾಪಕ ವೈ.ಜಿ. ಮುರಳೀಧರನ್ ಮುಖ್ಯ ಭಾಷಣ ಮಾಡಿ, — [267, 2097, 474, 2252]
paragraph: ಧರಣಿಕೋಶದ ನಿರ್ದೇಶಕ ಪ್ರೊ.ಕೆ.ಜಿ. ಪರಶುರಾಮ ಮಾತನಾಡಿ, ವಿದ್ಯಾರ್ಥಿಗಳಿಗೆ ಆಧುನಿಕ ಯುಗದಲ್ಲಿ ಸಂವಿಧಾನದ ಅರಿವು ಬಹಳ ಮುಖ್ಯವಾಗಿದೆ. ಸಮಾಜದಲ್ಲಿ ಅಸಮಾನತೆ, ಕೋಮುಗಲಭೆ, ಅಸ್ಪೃಶ್ಯತೆ ನಿವಾರಿಸುವಲ್ಲಿ ಯುವಕರ ಪಾತ್ರ ಮುಖ್ಯ ಎಂದರು. — [648, 1533, 873, 1628]
paragraph: ವಿವಿದ್ದೋದ್ದೇಶ ಪುನರ್ವಸತಿ ತಾಲೂಕು ಕಾರ್ಯಕರ್ತ ರಮೇಶ್ ಮಾತನಾಡಿ, ತಾಲೂಕಿನಲ್ಲಿ ಒಟ್ಟು 5,880 ಅಂಗವಿಕಲರಿದ್ದಾರೆ. ಸರ್ಕಾರದಿಂದ ಸಿಗುವ ಸೌಲಭ್ಯಗಳು ನಾಲ್ಕೈದು ಮಂದಿ ರಾಜಕೀಯ ಬಲಾಢ್ಯರಿಗೆ ಮಾತ್ರ ಸೀಮಿತವಾಗಿದೆ. ಸೌಲಭ್ಯಗಳನ್ನು ಪಡೆಯಲು ಕಾರ್ಯಕ್ರಮಗಳನ್ನು ರೂಪಿಸಿ ಹೋರಾಟ ಮಾಡಬೇಕು ಎಂದರು. — [45, 1076, 399, 1151]
vajpayee-poster — [1352, 1365, 1446, 1511]
constitution-column-1 — [410, 1322, 636, 1774]
paragraph: ದಾಖಲಾತಿ ಶೇಕಡಾ 60ರಷ್ಟು ಇದೆ. ಮಹಿಳೆಯರು ತಮ್ಮ ಹಕ್ಕುಗಳನ್ನು ತಿಳಿದುಕೊಂಡಿರಬೇಕು ಎಂದರು. — [887, 1533, 1114, 1567]
paragraph: ಪ್ರಾಧ್ಯಾಪಕಿಯಾದ ಮಾತನಾಡಿದ ಗಣಿತಶಾಸ್ತ್ರ ವಿಭಾಗದ ಅಧ್ಯಕ್ಷರಾದ ಡಾ. ಚಂದ್ರಾವತಿ ಅವರು ಸಂಕ್ಷಿಪ್ತ ಪರಿಚಯ ನೀಡಿದರು. ಇಂತಹ ಕಾರ್ಯಾಗಾರಗಳು ವಿದ್ಯಾರ್ಥಿಗಳ ಕ್ಷೇತ್ರಕ್ಕೆ ಹೊಸ ದಿಕ್ಕು ತೋರಿಸುತ್ತವೆ ಎಂದರು. — [648, 1024, 873, 1099]
paragraph: ಹುಳಿಯಾರು: ಧರ್ಮಸ್ಥಳ ಗ್ರಾಮಾಭಿವೃದ್ಧಿ ಯೋಜನೆಯಿಂದ ಹಂದನಕೆರೆಯ ದುರ್ಗಮ್ಮ ಅವರಿಗೆ ಡಾ.ಡಿ.ವೀರೇಂದ್ರಹೆಗ್ಗಡೆಯವರು ಹಾಗೂ ಡಾ.ಹೇಮಾವತಿ ವಿ ಹೆಗ್ಗಡೆಯವರ ಜ್ಞಾನ ವಿಕಾಸ ಕಾರ್ಯಕ್ರಮದ ವಾತ್ಸಲ್ಯ ಸದಸ್ಯರಿಗೆ ವಾತ್ಸಲ್ಯ ಮನೆ ರಚನೆ ಮಾಡಲು ಅವಕಾಶ ಕಲ್ಪಿಸಿಕೊಡುತ್ತಿದ್ದು ಯೋಜನಾಧಿಕಾರಿಗಳಾದ ರಾಮಚಂದ್ರ ಡಿ ಅವರು ಗುದ್ದಲಿ ಪೂಜೆ ಮಾಡುವುದರ ಮೂಲಕ ಮನೆ ರಚನೆ ಮಾಡಲು ಚಾಲನೆ ನೀಡಿದರು. — [950, 2112, 1206, 2247]
december-day-item: ಡಿಸೆಂಬರ್ 24: ರಾಷ್ಟ್ರೀಯ ಗ್ರಾಹಕರ ದಿನ — [1136, 1078, 1282, 1092]
december-day-item: ಡಿಸೆಂಬರ್ 12: ಅಂತರರಾಷ್ಟ್ರೀಯ ತಟಸ್ಥ ದಿನ — [1136, 699, 1297, 713]
hoysalakatte-headline: ಹೊಯ್ಸಳಕಟ್ಟೆ ಗ್ರಾಪಂ ವ್ಯಾಪ್ತಿಯಲ್ಲಿ — [85, 676, 359, 705]
december-day-item: ಡಿಸೆಂಬರ್ 11: ಅಂತರರಾಷ್ಟ್ರೀಯ ಪರ್ವತ ದಿನ — [1136, 636, 1303, 651]
rni-number: RNI: KARKAN/2013/51795 — [736, 74, 927, 97]
december-day-item: ಡಿಸೆಂಬರ್ 26: ಕ್ವಾಂಝಾ — [1136, 1161, 1231, 1176]
consumer-photo — [267, 1907, 700, 2088]
december-day-item: ಡಿಸೆಂಬರ್ 6 : ರಾಷ್ಟ್ರೀಯ ಮೈಕ್ರೋವೇವ್ ಓವನ್ ದಿನ — [1136, 405, 1329, 419]
december-day-item: ಡಿಸೆಂಬರ್ 12 : ಯುನಿವರ್ಸಲ್ ಹೆಲ್ತ್ ಕವರೇಜ್ ಡೇ — [1136, 678, 1328, 692]
december-day-item: ಡಿಸೆಂಬರ್ 26: ಬಾಕ್ಸಿಂಗ್ ಡೇ — [1136, 1140, 1245, 1154]
december-day-item: ಡಿಸೆಂಬರ್ 18: ಭಾರತದ ಅಲ್ಪಸಂಖ್ಯಾತರ ಹಕ್ಕುಗಳ ದಿನ, — [1136, 909, 1339, 923]
december-day-item: ಡಿಸೆಂಬರ್ 27: ಅಂತರರಾಷ್ಟ್ರೀಯ ಸಾಂಕ್ರಾಮಿಕ ಸನ್ನದ್ಧತಾ ದಿನ — [1136, 1182, 1353, 1197]
december-day-item: ಡಿಸೆಂಬರ್ 22 : ರಾಷ್ಟ್ರೀಯ ಗಣಿತ ದಿನ — [1136, 993, 1276, 1008]
december-day-item: ಡಿಸೆಂಬರ್ 15 – ಅಂತರಾಷ್ಟ್ರೀಯ ಚಹಾ ದಿನ. — [1136, 825, 1300, 840]
paragraph: ಬರುವ ಅಗತ್ಯವಿದೆ. ತುಮಕೂರು ನಗರದಲ್ಲಿ ಧರ್ಮಜಾಗೃತಿ ಸಮಾರಂಭ ಆಯೋಜಿಸಿರುವುದು ಹೆಮ್ಮೆಯ ಸಂಗತಿ. ಸನಾತನ ಸಂಸ್ಕೃತಿಯ ಮಹತ್ವವನ್ನು ತಿಳಿಸುವ ಕೆಲಸ ನಡೆಯುತ್ತಿದೆ. ಶ್ರೀ ಜಗದ್ಗುರುಗಳ ಸಂದೇಶ ಪಾಲಿಸಬೇಕು. ಸಮಾರಂಭದ ನೇತೃತ್ವ ವಹಿಸಿ ವೀರಶೈವ ಧರ್ಮ ಸಂಸ್ಕೃತಿ ಹಾಗೂ ಗುರುವಿನ ಮಹತ್ವವನ್ನು ಕುರಿತು ಮಾತನಾಡಿದರು. — [584, 334, 832, 450]
december-day-item: ಡಿಸೆಂಬರ್ 12: ಅಂತರರಾಷ್ಟ್ರೀಯ ಸಾರ್ವತ್ರಿಕ — [1136, 720, 1294, 734]
paragraph: ಕಾರ್ಯಕ್ರಮದಲ್ಲಿ ಸಂಸ್ಥೆಯ ಬೋಧಕ-ಬೋಧಕೇತರ ಸಿಬ್ಬಂದಿ ಹಾಗೂ ವಿದ್ಯಾರ್ಥಿಗಳು ಉಪಸ್ಥಿತರಿದ್ದರು. — [712, 2093, 930, 2127]
paragraph: ಕಾರ್ಯಕ್ರಮದಲ್ಲಿ ಗ್ರಾಮ ಪಂಚಾಯತಿಯಾ ಅಧ್ಯಕ್ಷರಾದ ರಾಜಣ್ಣ, ಪಂಚಾಯತಿ ಸದಸ್ಯರಾದ ದಯಾನಂದ್ ಮೇಸ್ತ್ರಿ ಚಂದ್ರಯ್ಯ (ದಿಲೀಪ್), ವಲಯದ ಮೇಲ್ವಿಚಾರಕರಾದ ಹರೀಶ್, ಜ್ಞಾನ ವಿಕಾಸ ಸಮನ್ವಯ ಅಧಿಕಾರಿ ಸುನಿತಾ, ಸೇವಾಪ್ರತಿನಿಧಿ ವೇದಮೂರ್ತಿ, ಸಲ್ಮಾನ್, ಸಂಘದ ಸದಸ್ಯರು ಹಾಗೂ ಗ್ರಾಮಸ್ಥರು ಹಾಜರಿದ್ದರು. — [1221, 2173, 1477, 2268]
paragraph: ತುಮಕೂರು: ಯುವಶಕ್ತಿ ದೇಶದ ಬಲು ದೊಡ್ಡ ಶಕ್ತಿ ಮತ್ತು ಆಸ್ತಿ. ರಾಷ್ಟ್ರ ನಿರ್ಮಾಣದಲ್ಲಿ ಯುವಕರ ಪಾತ್ರ ಬಲು ದೊಡ್ಡದು. ಬಾಳೆಗೊಂದು ಗೊನೆಯಿರುವಂತೆ ಯುವಕರ ಬಾಳಿಗೊಂದು ಗುರಿಯಿರಬೇಕು ಎಂದು ಬಾಳೆಹೊನ್ನೂರು ಶ್ರೀ ರಂಭಾಪುರಿ ಡಾ. ವೀರಸೋಮೇಶ್ವರ ಜಗದ್ಗುರುಗಳು ಅಭಿಪ್ರಾಯಪಟ್ಟರು. — [45, 178, 301, 273]
dharmasthala-column-1 — [950, 2109, 1206, 2425]
paper-name: Praja Mana Kannada daily — [1145, 74, 1320, 97]
subheading: ಯುವ ಜನಾಂಗಕ್ಕೆ ಇತಿಹಾಸದ ಅರಿವು ಅಗತ್ಯ — [45, 462, 207, 476]
unknown-woman-headline: ಅಪರಿಚಿತ ಮಹಿಳೆಯ ಶವ ಪತ್ತೆ — [45, 1476, 327, 1508]
paragraph: ಎಂಬಿಎ ವಿಭಾಗದ ನಿರ್ದೇಶಕ ಡಾ. ಪ್ರಸನ್ನಕುಮಾರ್ ಟಿ.ಎಂ. ಪ್ರಾಸ್ತಾವಿಕವಾಗಿ ಮಾತನಾಡಿ, ವ್ಯಾಪಾರ ಮತ್ತು ವ್ಯವಹಾರಗಳಲ್ಲಿ ನೈತಿಕತೆ ಮುಖ್ಯ. ಆಧುನಿಕ ಮಾರುಕಟ್ಟೆಯಲ್ಲಿ ಮೋಸ ಹೆಚ್ಚಾಗಿರುವ ಈ ಸಂದರ್ಭದಲ್ಲಿ ಭವಿಷ್ಯದ ವ್ಯವಸ್ಥಾಪಕರು ಗ್ರಾಹಕ ಕಾನೂನು ಜ್ಞಾನ ಹೊಂದಿರಬೇಕು ಎಂದು ಒತ್ತಿ ಹೇಳಿದರು. — [712, 1971, 930, 2086]
december-day-item: ಡಿಸೆಂಬರ್ 5: ಅಂತರರಾಷ್ಟ್ರೀಯ ಸ್ವಯಂಸೇವಕರ ದಿನ — [1136, 363, 1323, 377]
vajpayee-headline: ವಾಜಪೇಯಿಗೆ ದೀಪ ನಮನ — [1129, 1295, 1376, 1327]
paragraph: ಬಿದರಕಟ್ಟೆ ನೂತನ ಕ್ಯಾಂಪಸ್‌ನಲ್ಲಿ ಸ್ನಾತಕೋತ್ತರ ಗಣಿತಶಾಸ್ತ್ರ ವಿಭಾಗವು ಗಣಿತಶಾಸ್ತ್ರಜ್ಞ ಶ್ರೀನಿವಾಸ ರಾಮಾನುಜನ್ ಅವರ ಜಯಂತಿಯ ಅಂಗವಾಗಿ ಹಮ್ಮಿಕೊಂಡಿದ್ದ ರಾಷ್ಟ್ರೀಯ ಗಣಿತ ದಿನಾಚರಣೆಯ ಅಧ್ಯಕ್ಷತೆ ವಹಿಸಿ ಮಾತನಾಡಿದರು. — [410, 830, 636, 904]
december-day-item: ಆರೋಗ್ಯ ವಿಮಾ ದಿನ — [1261, 741, 1337, 755]
december-day-item: ಡಿಸೆಂಬರ್ 18: ಅಂತರರಾಷ್ಟ್ರೀಯ ವಲಸಿಗರ ದಿನ — [1136, 888, 1309, 902]
